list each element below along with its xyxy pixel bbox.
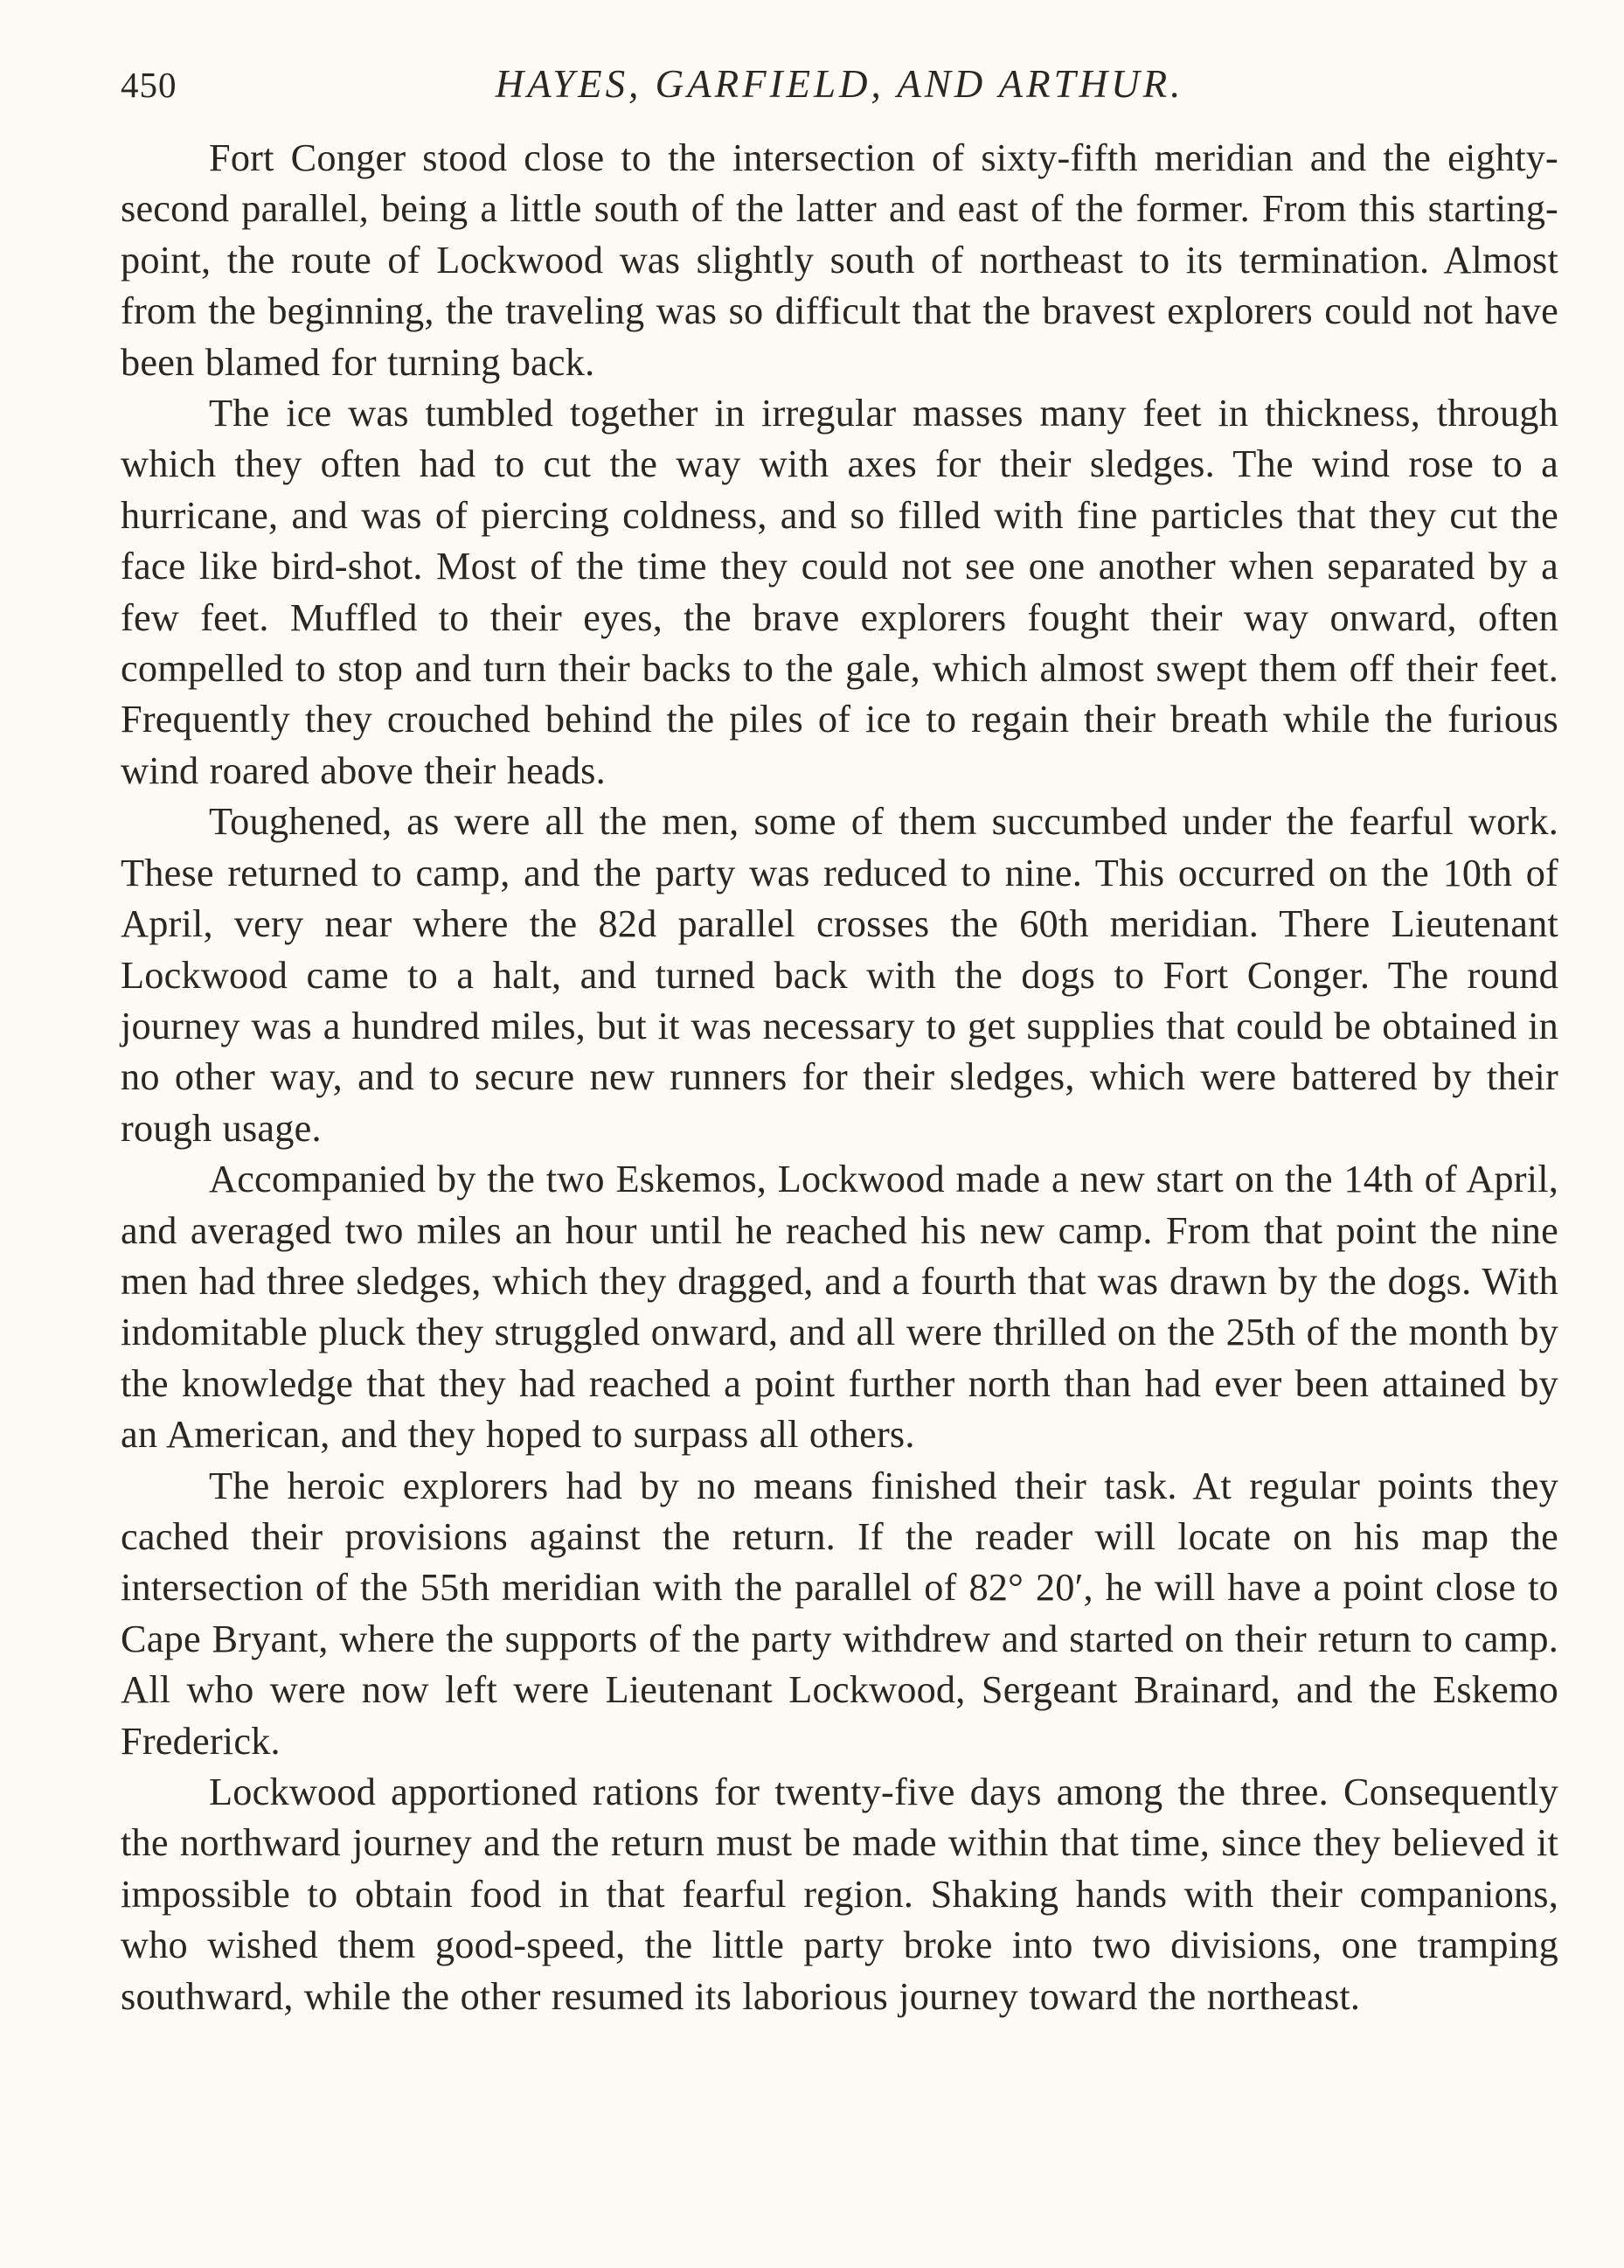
running-head xyxy=(121,61,1558,114)
paragraph-cape-bryant: The heroic explorers had by no means finished their task. At regular points they cached their provisions against the return. If the reader will locate on his map the intersection of the 55th meridian with the parallel of 82° 20′, he will have a point close to Cape Bryant, where the supports of the party withdrew and started on their return to camp. All who were now left were Lieutenant Lockwood, Sergeant Brainard, and the Eskemo Frederick. xyxy=(121,1464,1558,1763)
running-title: HAYES, GARFIELD, AND ARTHUR. xyxy=(495,62,1184,106)
paragraph-fort-conger: Fort Conger stood close to the intersection of sixty-fifth meridian and the eighty-second parallel, being a little south of the latter and east of the former. From this starting-point, the route of Lockwood was slightly south of northeast to its termination. Almost from the beginning, the traveling was so difficult that the bravest explorers could not have been blamed for turning back. xyxy=(121,136,1558,384)
page-number: 450 xyxy=(121,65,177,105)
paragraph-party-reduced: Toughened, as were all the men, some of them succumbed under the fearful work. These returned to camp, and the party was reduced to nine. This occurred on the 10th of April, very near where the 82d parallel crosses the 60th meridian. There Lieutenant Lockwood came to a halt, and turned back with the dogs to Fort Conger. The round journey was a hundred miles, but it was necessary to get supplies that could be obtained in no other way, and to secure new runners for their sledges, which were battered by their rough usage. xyxy=(121,800,1558,1150)
paragraph-new-start: Accompanied by the two Eskemos, Lockwood made a new start on the 14th of April, and averaged two miles an hour until he reached his new camp. From that point the nine men had three sledges, which they dragged, and a fourth that was drawn by the dogs. With indomitable pluck they struggled onward, and all were thrilled on the 25th of the month by the knowledge that they had reached a point further north than had ever been attained by an American, and they hoped to surpass all others. xyxy=(121,1158,1558,1457)
paragraph-rations: Lockwood apportioned rations for twenty-five days among the three. Consequently the northward journey and the return must be made within that time, since they believed it impossible to obtain food in that fearful region. Shaking hands with their companions, who wished them good-speed, the little party broke into two divisions, one tramping southward, while the other resumed its laborious journey toward the northeast. xyxy=(121,1771,1558,2018)
paragraph-ice-hurricane: The ice was tumbled together in irregular masses many feet in thickness, through which they often had to cut the way with axes for their sledges. The wind rose to a hurricane, and was of piercing coldness, and so filled with fine particles that they cut the face like bird-shot. Most of the time they could not see one another when separated by a few feet. Muffled to their eyes, the brave explorers fought their way onward, often compelled to stop and turn their backs to the gale, which almost swept them off their feet. Frequently they crouched behind the piles of ice to regain their breath while the furious wind roared above their heads. xyxy=(121,392,1558,792)
body-text xyxy=(121,133,1558,2022)
